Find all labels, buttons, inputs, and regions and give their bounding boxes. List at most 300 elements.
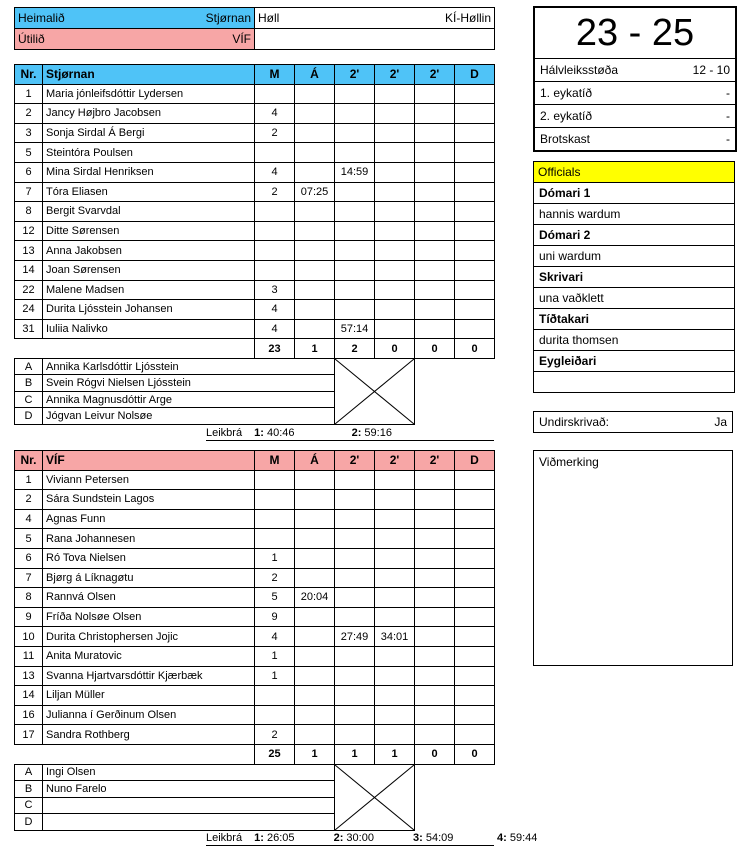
timeout-3: 54:09 bbox=[425, 832, 454, 844]
signed-box bbox=[533, 411, 733, 433]
away-timeout-4 bbox=[497, 832, 537, 844]
official-name bbox=[43, 814, 335, 831]
player-s1 bbox=[335, 104, 375, 124]
player-s2 bbox=[375, 84, 415, 104]
col-2min-1: 2' bbox=[335, 451, 375, 471]
player-s2 bbox=[375, 260, 415, 280]
score-row-value: - bbox=[726, 132, 730, 146]
player-s1 bbox=[335, 666, 375, 686]
player-row bbox=[15, 123, 495, 143]
player-d bbox=[455, 123, 495, 143]
player-number: 9 bbox=[15, 607, 43, 627]
player-name: Durita Ljósstein Johansen bbox=[43, 300, 255, 320]
player-m bbox=[255, 509, 295, 529]
player-name: Anna Jakobsen bbox=[43, 241, 255, 261]
official-code: C bbox=[15, 391, 43, 408]
player-number: 12 bbox=[15, 221, 43, 241]
remarks-box bbox=[533, 450, 733, 666]
home-team-cell bbox=[15, 8, 255, 29]
player-m bbox=[255, 686, 295, 706]
team-official-row bbox=[15, 764, 495, 781]
signed-value: Ja bbox=[714, 415, 727, 429]
player-a bbox=[295, 568, 335, 588]
timeout-1: 26:05 bbox=[266, 832, 295, 844]
player-d bbox=[455, 725, 495, 745]
player-s1 bbox=[335, 202, 375, 222]
player-number: 16 bbox=[15, 705, 43, 725]
player-s2 bbox=[375, 221, 415, 241]
player-row bbox=[15, 319, 495, 339]
venue: Høll bbox=[258, 11, 280, 25]
score-row-label: 2. eykatíð bbox=[540, 109, 593, 123]
player-name: Tóra Eliasen bbox=[43, 182, 255, 202]
player-row bbox=[15, 568, 495, 588]
player-s2 bbox=[375, 666, 415, 686]
total-m: 23 bbox=[255, 339, 295, 359]
player-row bbox=[15, 260, 495, 280]
player-row bbox=[15, 646, 495, 666]
player-d bbox=[455, 280, 495, 300]
player-number: 1 bbox=[15, 84, 43, 104]
player-a bbox=[295, 123, 335, 143]
player-d bbox=[455, 529, 495, 549]
player-d bbox=[455, 319, 495, 339]
player-s1 bbox=[335, 123, 375, 143]
player-name: Svanna Hjartvarsdóttir Kjærbæk bbox=[43, 666, 255, 686]
score-panel bbox=[533, 6, 737, 152]
remarks-label: Viðmerking bbox=[539, 455, 599, 469]
player-name: Iuliia Nalivko bbox=[43, 319, 255, 339]
player-d bbox=[455, 686, 495, 706]
player-a bbox=[295, 280, 335, 300]
col-nr: Nr. bbox=[15, 451, 43, 471]
player-d bbox=[455, 241, 495, 261]
player-name: Jancy Højbro Jacobsen bbox=[43, 104, 255, 124]
player-s2 bbox=[375, 123, 415, 143]
player-s2 bbox=[375, 725, 415, 745]
player-s3 bbox=[415, 470, 455, 490]
player-m: 1 bbox=[255, 666, 295, 686]
player-number: 24 bbox=[15, 300, 43, 320]
player-name: Ditte Sørensen bbox=[43, 221, 255, 241]
away-timeouts bbox=[206, 832, 494, 846]
player-s2 bbox=[375, 319, 415, 339]
player-s2 bbox=[375, 104, 415, 124]
player-s3 bbox=[415, 280, 455, 300]
player-a bbox=[295, 162, 335, 182]
player-s3 bbox=[415, 162, 455, 182]
player-s3 bbox=[415, 221, 455, 241]
player-d bbox=[455, 568, 495, 588]
player-row bbox=[15, 705, 495, 725]
col-d: D bbox=[455, 451, 495, 471]
total-s3: 0 bbox=[415, 339, 455, 359]
player-a bbox=[295, 470, 335, 490]
player-a: 20:04 bbox=[295, 588, 335, 608]
timeout-3-label: 3: bbox=[413, 832, 423, 844]
player-m: 1 bbox=[255, 646, 295, 666]
timeout-2-label: 2: bbox=[333, 832, 344, 844]
col-a: Á bbox=[295, 451, 335, 471]
player-s3 bbox=[415, 104, 455, 124]
player-d bbox=[455, 646, 495, 666]
totals-row bbox=[15, 744, 495, 764]
col-m: M bbox=[255, 65, 295, 85]
player-number: 31 bbox=[15, 319, 43, 339]
player-name: Joan Sørensen bbox=[43, 260, 255, 280]
player-d bbox=[455, 705, 495, 725]
col-d: D bbox=[455, 65, 495, 85]
player-name: Agnas Funn bbox=[43, 509, 255, 529]
hall: KÍ-Høllin bbox=[444, 11, 491, 25]
player-number: 5 bbox=[15, 143, 43, 163]
player-m: 9 bbox=[255, 607, 295, 627]
player-name: Sandra Rothberg bbox=[43, 725, 255, 745]
player-a bbox=[295, 705, 335, 725]
col-2min-3: 2' bbox=[415, 65, 455, 85]
player-s1 bbox=[335, 182, 375, 202]
player-m: 2 bbox=[255, 123, 295, 143]
score-row-value: - bbox=[726, 109, 730, 123]
player-s2 bbox=[375, 300, 415, 320]
player-m: 4 bbox=[255, 319, 295, 339]
timeout-label: Leikbrá bbox=[206, 427, 243, 439]
total-m: 25 bbox=[255, 744, 295, 764]
player-m bbox=[255, 705, 295, 725]
score-row bbox=[535, 104, 735, 127]
player-row bbox=[15, 162, 495, 182]
player-s3 bbox=[415, 686, 455, 706]
player-a bbox=[295, 686, 335, 706]
home-team: Stjørnan bbox=[205, 11, 251, 25]
total-a: 1 bbox=[295, 744, 335, 764]
player-number: 3 bbox=[15, 123, 43, 143]
player-row bbox=[15, 202, 495, 222]
player-row bbox=[15, 529, 495, 549]
player-name: Bergit Svarvdal bbox=[43, 202, 255, 222]
player-s3 bbox=[415, 123, 455, 143]
player-s3 bbox=[415, 143, 455, 163]
official-name: Annika Magnusdóttir Arge bbox=[43, 391, 335, 408]
player-s2 bbox=[375, 280, 415, 300]
official-code: B bbox=[15, 375, 43, 392]
officials-title: Officials bbox=[534, 162, 734, 183]
player-a bbox=[295, 529, 335, 549]
away-team-cell bbox=[15, 29, 255, 50]
player-s1 bbox=[335, 725, 375, 745]
player-m: 4 bbox=[255, 627, 295, 647]
player-s1 bbox=[335, 280, 375, 300]
player-d bbox=[455, 84, 495, 104]
score-row-value: - bbox=[726, 86, 730, 100]
player-name: Ró Tova Nielsen bbox=[43, 548, 255, 568]
player-a bbox=[295, 221, 335, 241]
player-d bbox=[455, 260, 495, 280]
player-m: 2 bbox=[255, 182, 295, 202]
player-row bbox=[15, 725, 495, 745]
player-number: 7 bbox=[15, 568, 43, 588]
player-s1 bbox=[335, 607, 375, 627]
player-s1 bbox=[335, 705, 375, 725]
player-s2 bbox=[375, 588, 415, 608]
official-name: Jógvan Leivur Nolsøe bbox=[43, 408, 335, 425]
player-d bbox=[455, 490, 495, 510]
player-a bbox=[295, 607, 335, 627]
player-m bbox=[255, 529, 295, 549]
player-s1 bbox=[335, 548, 375, 568]
player-row bbox=[15, 607, 495, 627]
player-s3 bbox=[415, 509, 455, 529]
player-s1 bbox=[335, 221, 375, 241]
col-2min-3: 2' bbox=[415, 451, 455, 471]
player-name: Liljan Müller bbox=[43, 686, 255, 706]
player-d bbox=[455, 588, 495, 608]
player-row bbox=[15, 509, 495, 529]
col-2min-1: 2' bbox=[335, 65, 375, 85]
player-s1 bbox=[335, 84, 375, 104]
player-d bbox=[455, 104, 495, 124]
official-person: una vaðklett bbox=[534, 288, 734, 309]
score-row bbox=[535, 127, 735, 150]
player-s2 bbox=[375, 548, 415, 568]
cross-mark bbox=[335, 359, 414, 424]
player-m bbox=[255, 260, 295, 280]
home-team-name: Stjørnan bbox=[43, 65, 255, 85]
player-name: Rana Johannesen bbox=[43, 529, 255, 549]
player-a bbox=[295, 319, 335, 339]
player-row bbox=[15, 280, 495, 300]
player-name: Durita Christophersen Jojic bbox=[43, 627, 255, 647]
player-row bbox=[15, 666, 495, 686]
crossed-box bbox=[335, 358, 415, 424]
player-s2 bbox=[375, 568, 415, 588]
player-name: Sonja Sirdal Á Bergi bbox=[43, 123, 255, 143]
player-s3 bbox=[415, 490, 455, 510]
player-m: 2 bbox=[255, 568, 295, 588]
player-row bbox=[15, 241, 495, 261]
player-a bbox=[295, 300, 335, 320]
total-d: 0 bbox=[455, 339, 495, 359]
player-name: Rannvá Olsen bbox=[43, 588, 255, 608]
away-label: Útilið bbox=[18, 32, 45, 46]
score-row-label: 1. eykatíð bbox=[540, 86, 593, 100]
player-name: Steintóra Poulsen bbox=[43, 143, 255, 163]
player-s2 bbox=[375, 241, 415, 261]
player-s3 bbox=[415, 548, 455, 568]
col-nr: Nr. bbox=[15, 65, 43, 85]
player-d bbox=[455, 221, 495, 241]
score-row-label: Hálvleiksstøða bbox=[540, 63, 619, 77]
away-team-name: VÍF bbox=[43, 451, 255, 471]
player-s2: 34:01 bbox=[375, 627, 415, 647]
score-row-value: 12 - 10 bbox=[692, 63, 730, 77]
final-score: 23 - 25 bbox=[575, 12, 695, 54]
match-header bbox=[14, 7, 495, 50]
official-role: Eygleiðari bbox=[534, 351, 734, 372]
crossed-box bbox=[335, 764, 415, 830]
player-d bbox=[455, 509, 495, 529]
timeout-1-label: 1: bbox=[254, 427, 264, 439]
total-s2: 0 bbox=[375, 339, 415, 359]
player-m bbox=[255, 84, 295, 104]
official-role: Tíðtakari bbox=[534, 309, 734, 330]
player-a bbox=[295, 202, 335, 222]
player-m bbox=[255, 241, 295, 261]
total-a: 1 bbox=[295, 339, 335, 359]
player-s3 bbox=[415, 260, 455, 280]
player-s3 bbox=[415, 568, 455, 588]
player-row bbox=[15, 627, 495, 647]
score-row-label: Brotskast bbox=[540, 132, 591, 146]
player-a bbox=[295, 646, 335, 666]
timeout-1: 40:46 bbox=[266, 427, 295, 439]
player-a bbox=[295, 666, 335, 686]
player-number: 11 bbox=[15, 646, 43, 666]
player-number: 13 bbox=[15, 241, 43, 261]
timeout-2-label: 2: bbox=[351, 427, 362, 439]
player-a bbox=[295, 490, 335, 510]
official-name bbox=[43, 797, 335, 814]
official-code: A bbox=[15, 358, 43, 375]
totals-spacer bbox=[43, 339, 255, 359]
player-number: 6 bbox=[15, 548, 43, 568]
player-s2 bbox=[375, 182, 415, 202]
player-s2 bbox=[375, 646, 415, 666]
home-team-table bbox=[14, 64, 495, 425]
player-a bbox=[295, 725, 335, 745]
player-d bbox=[455, 666, 495, 686]
player-name: Bjørg á Líknagøtu bbox=[43, 568, 255, 588]
player-name: Malene Madsen bbox=[43, 280, 255, 300]
official-code: B bbox=[15, 781, 43, 798]
player-d bbox=[455, 143, 495, 163]
player-m: 4 bbox=[255, 300, 295, 320]
timeout-4: 59:44 bbox=[509, 832, 538, 844]
player-s2 bbox=[375, 162, 415, 182]
official-role: Dómari 1 bbox=[534, 183, 734, 204]
player-s1 bbox=[335, 686, 375, 706]
official-code: D bbox=[15, 814, 43, 831]
player-d bbox=[455, 470, 495, 490]
player-m: 5 bbox=[255, 588, 295, 608]
player-s3 bbox=[415, 319, 455, 339]
team-official-row bbox=[15, 358, 495, 375]
player-s3 bbox=[415, 588, 455, 608]
signed-label: Undirskrivað: bbox=[539, 415, 610, 429]
player-number: 2 bbox=[15, 104, 43, 124]
col-2min-2: 2' bbox=[375, 451, 415, 471]
official-name: Annika Karlsdóttir Ljósstein bbox=[43, 358, 335, 375]
player-a bbox=[295, 84, 335, 104]
empty-header-cell bbox=[255, 29, 495, 50]
player-s3 bbox=[415, 202, 455, 222]
player-s3 bbox=[415, 607, 455, 627]
player-s2 bbox=[375, 509, 415, 529]
player-row bbox=[15, 143, 495, 163]
player-number: 1 bbox=[15, 470, 43, 490]
player-s2 bbox=[375, 202, 415, 222]
officials-panel bbox=[533, 161, 735, 393]
player-row bbox=[15, 300, 495, 320]
player-d bbox=[455, 300, 495, 320]
player-s2 bbox=[375, 490, 415, 510]
player-s2 bbox=[375, 686, 415, 706]
player-name: Fríða Nolsøe Olsen bbox=[43, 607, 255, 627]
player-d bbox=[455, 202, 495, 222]
player-s1: 14:59 bbox=[335, 162, 375, 182]
total-s3: 0 bbox=[415, 744, 455, 764]
totals-spacer bbox=[15, 339, 43, 359]
total-d: 0 bbox=[455, 744, 495, 764]
player-s3 bbox=[415, 627, 455, 647]
away-header-row bbox=[15, 451, 495, 471]
player-name: Julianna í Gerðinum Olsen bbox=[43, 705, 255, 725]
player-number: 6 bbox=[15, 162, 43, 182]
col-2min-2: 2' bbox=[375, 65, 415, 85]
official-person: durita thomsen bbox=[534, 330, 734, 351]
player-m bbox=[255, 221, 295, 241]
player-m: 4 bbox=[255, 162, 295, 182]
cross-mark bbox=[335, 765, 414, 830]
official-role: Dómari 2 bbox=[534, 225, 734, 246]
totals-spacer bbox=[15, 744, 43, 764]
player-d bbox=[455, 182, 495, 202]
player-s3 bbox=[415, 84, 455, 104]
total-s1: 2 bbox=[335, 339, 375, 359]
player-a bbox=[295, 509, 335, 529]
player-row bbox=[15, 686, 495, 706]
player-name: Maria jónleifsdóttir Lydersen bbox=[43, 84, 255, 104]
player-row bbox=[15, 84, 495, 104]
player-s2 bbox=[375, 529, 415, 549]
player-s1 bbox=[335, 588, 375, 608]
player-m: 3 bbox=[255, 280, 295, 300]
player-s3 bbox=[415, 705, 455, 725]
official-person bbox=[534, 372, 734, 392]
player-s1 bbox=[335, 646, 375, 666]
player-s3 bbox=[415, 646, 455, 666]
player-m: 1 bbox=[255, 548, 295, 568]
score-row bbox=[535, 58, 735, 81]
totals-row bbox=[15, 339, 495, 359]
player-name: Viviann Petersen bbox=[43, 470, 255, 490]
timeout-label: Leikbrá bbox=[206, 832, 243, 844]
timeout-2: 30:00 bbox=[346, 832, 374, 844]
player-number: 2 bbox=[15, 490, 43, 510]
col-m: M bbox=[255, 451, 295, 471]
player-number: 14 bbox=[15, 686, 43, 706]
official-name: Ingi Olsen bbox=[43, 764, 335, 781]
player-a: 07:25 bbox=[295, 182, 335, 202]
player-number: 4 bbox=[15, 509, 43, 529]
player-row bbox=[15, 588, 495, 608]
player-s2 bbox=[375, 705, 415, 725]
player-s1 bbox=[335, 300, 375, 320]
away-team-table bbox=[14, 450, 495, 831]
player-name: Sára Sundstein Lagos bbox=[43, 490, 255, 510]
timeout-2: 59:16 bbox=[364, 427, 392, 439]
player-s3 bbox=[415, 182, 455, 202]
player-a bbox=[295, 627, 335, 647]
player-s1 bbox=[335, 568, 375, 588]
player-name: Mina Sirdal Henriksen bbox=[43, 162, 255, 182]
player-s1 bbox=[335, 143, 375, 163]
player-s1 bbox=[335, 260, 375, 280]
player-row bbox=[15, 182, 495, 202]
player-s1 bbox=[335, 241, 375, 261]
timeout-4-label: 4: bbox=[497, 832, 507, 844]
player-s3 bbox=[415, 300, 455, 320]
